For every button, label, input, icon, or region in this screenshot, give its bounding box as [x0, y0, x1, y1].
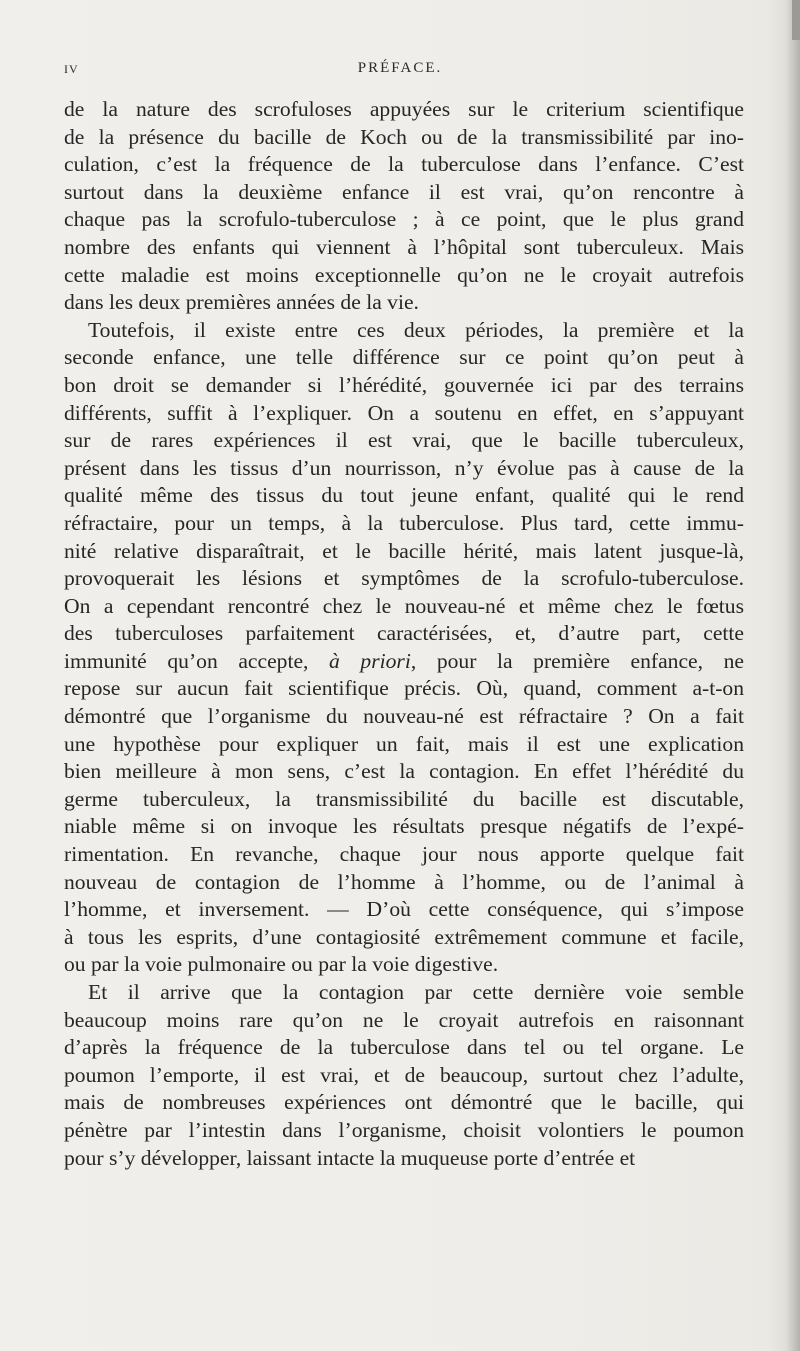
text-line: beaucoup moins rare qu’on ne le croyait autrefois en raisonnant [64, 1007, 744, 1032]
text-line: repose sur aucun fait scientifique précis. Où, quand, comment a-t-on [64, 676, 744, 701]
text-line: mais de nombreuses expériences ont démontré que le bacille, qui [64, 1090, 744, 1115]
text-line: culation, c’est la fréquence de la tuberculose dans l’enfance. C’est [64, 152, 744, 177]
text-line: pour s’y développer, laissant intacte la muqueuse porte d’entrée et [64, 1145, 636, 1170]
text-line: nombre des enfants qui viennent à l’hôpital sont tuberculeux. Mais [64, 234, 744, 259]
text-line: provoquerait les lésions et symptômes de la scrofulo-tuberculose. [64, 566, 744, 591]
text-line: surtout dans la deuxième enfance il est vrai, qu’on rencontre à [64, 179, 744, 204]
text-line: rimentation. En revanche, chaque jour nous apporte quelque fait [64, 842, 744, 867]
page-number: IV [64, 62, 79, 76]
text-line: différents, suffit à l’expliquer. On a soutenu en effet, en s’appuyant [64, 400, 744, 425]
page-edge-tab [792, 0, 800, 40]
text-line: pénètre par l’intestin dans l’organisme, choisit volontiers le poumon [64, 1117, 744, 1142]
text-line: démontré que l’organisme du nouveau-né est réfractaire ? On a fait [64, 704, 744, 729]
text-line: immunité qu’on accepte, à priori, pour la première enfance, ne [64, 648, 744, 673]
body-text [64, 96, 744, 1172]
text-line: des tuberculoses parfaitement caractérisées, et, d’autre part, cette [64, 621, 744, 646]
text-line: à tous les esprits, d’une contagiosité extrêmement commune et facile, [64, 924, 744, 949]
text-line: réfractaire, pour un temps, à la tuberculose. Plus tard, cette immu- [64, 510, 744, 535]
page-header [0, 60, 800, 84]
text-line: cette maladie est moins exceptionnelle qu’on ne le croyait autrefois [64, 262, 744, 287]
text-line: poumon l’emporte, il est vrai, et de beaucoup, surtout chez l’adulte, [64, 1062, 744, 1087]
text-line: Et il arrive que la contagion par cette dernière voie semble [88, 980, 744, 1004]
text-line: bon droit se demander si l’hérédité, gouvernée ici par des terrains [64, 372, 744, 397]
text-line: nité relative disparaîtrait, et le bacille hérité, mais latent jusque-là, [64, 538, 744, 563]
text-line: une hypothèse pour expliquer un fait, mais il est une explication [64, 731, 744, 756]
text-line: niable même si on invoque les résultats presque négatifs de l’expé- [64, 814, 744, 839]
text-line: d’après la fréquence de la tuberculose dans tel ou tel organe. Le [64, 1035, 744, 1060]
running-title: PRÉFACE. [357, 60, 443, 76]
text-line: ou par la voie pulmonaire ou par la voie digestive. [64, 952, 499, 977]
text-line: présent dans les tissus d’un nourrisson, n’y évolue pas à cause de la [64, 455, 744, 480]
text-line: l’homme, et inversement. — D’où cette conséquence, qui s’impose [64, 897, 744, 922]
paragraph [64, 979, 744, 1172]
italic-phrase: à priori [329, 648, 411, 673]
text-line: qualité même des tissus du tout jeune enfant, qualité qui le rend [64, 483, 744, 508]
text-line: nouveau de contagion de l’homme à l’homme, ou de l’animal à [64, 869, 744, 894]
text-line: dans les deux premières années de la vie. [64, 290, 419, 315]
text-line: sur de rares expériences il est vrai, que le bacille tuberculeux, [64, 428, 744, 453]
text-line: seconde enfance, une telle différence sur ce point qu’on peut à [64, 345, 744, 370]
paragraph [64, 317, 744, 979]
paragraph [64, 96, 744, 317]
text-line: de la nature des scrofuloses appuyées sur le criterium scientifique [64, 97, 744, 121]
text-line: Toutefois, il existe entre ces deux périodes, la première et la [88, 317, 744, 342]
text-line: de la présence du bacille de Koch ou de la transmissibilité par ino- [64, 124, 744, 149]
text-line: chaque pas la scrofulo-tuberculose ; à ce point, que le plus grand [64, 207, 744, 232]
text-line: germe tuberculeux, la transmissibilité du bacille est discutable, [64, 786, 744, 811]
text-line: bien meilleure à mon sens, c’est la contagion. En effet l’hérédité du [64, 759, 744, 784]
text-line: On a cependant rencontré chez le nouveau-né et même chez le fœtus [64, 593, 744, 618]
page-edge-shadow [786, 0, 800, 1351]
